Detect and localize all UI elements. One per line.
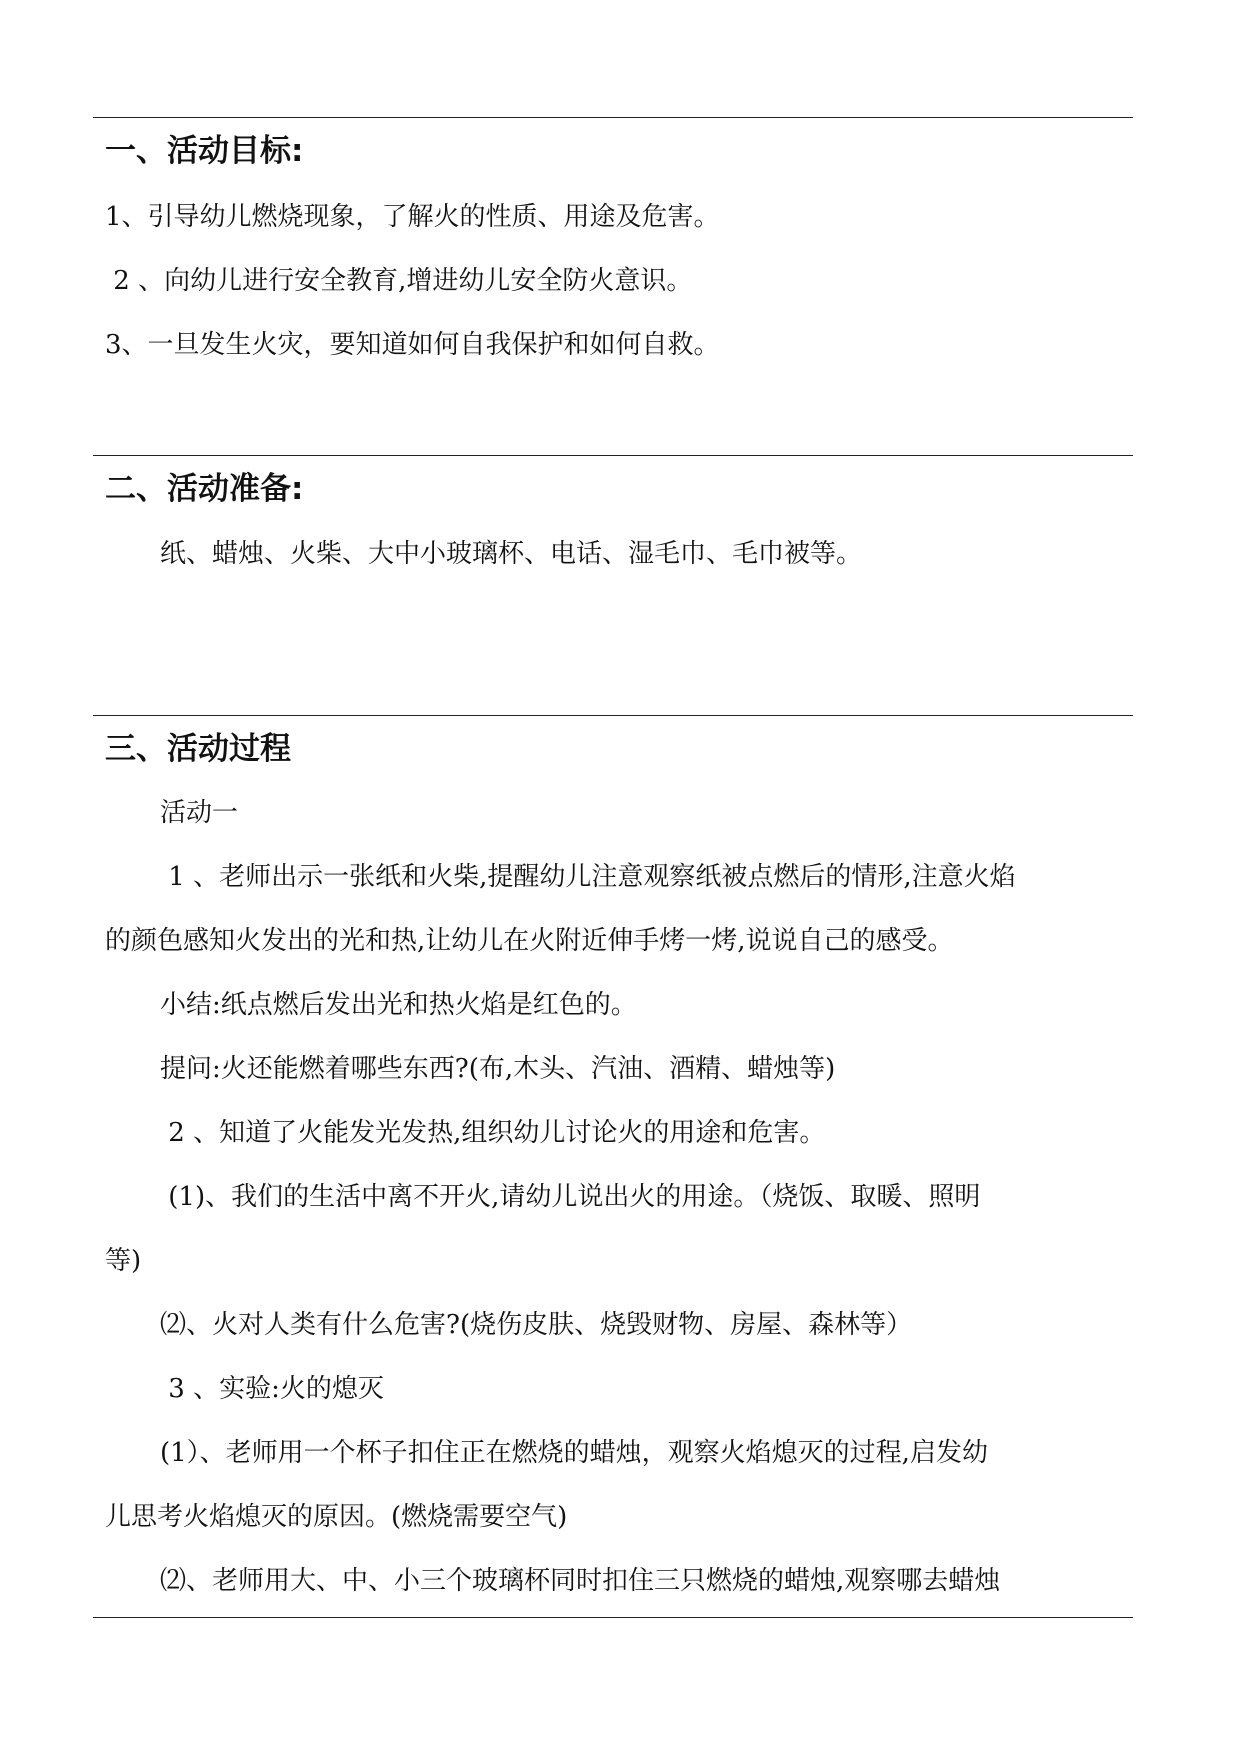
preparation-text: 纸、蜡烛、火柴、大中小玻璃杯、电话、湿毛巾、毛巾被等。 — [160, 539, 863, 569]
section-divider-prep — [93, 455, 1133, 456]
process-line-11: (1）、老师用一个杯子扣住正在燃烧的蜡烛，观察火焰熄灭的过程,启发幼 — [160, 1438, 988, 1468]
process-line-2: 1 、老师出示一张纸和火柴,提醒幼儿注意观察纸被点燃后的情形,注意火焰 — [160, 862, 1016, 892]
section-divider-process — [93, 715, 1133, 716]
process-line-6: 2 、知道了火能发光发热,组织幼儿讨论火的用途和危害。 — [160, 1118, 826, 1148]
process-line-10: 3 、实验:火的熄灭 — [160, 1374, 384, 1404]
process-line-7: (1)、我们的生活中离不开火,请幼儿说出火的用途。（烧饭、取暖、照明 — [160, 1182, 981, 1212]
process-line-9: ⑵、火对人类有什么危害?(烧伤皮肤、烧毁财物、房屋、森林等） — [160, 1310, 913, 1340]
goal-item-2: 2 、向幼儿进行安全教育,增进幼儿安全防火意识。 — [105, 266, 693, 296]
process-line-13: ⑵、老师用大、中、小三个玻璃杯同时扣住三只燃烧的蜡烛,观察哪去蜡烛 — [160, 1566, 1001, 1596]
process-line-12: 儿思考火焰熄灭的原因。(燃烧需要空气) — [105, 1502, 568, 1532]
goal-item-1: 1、引导幼儿燃烧现象，了解火的性质、用途及危害。 — [105, 202, 720, 232]
process-line-4: 小结:纸点燃后发出光和热火焰是红色的。 — [160, 990, 637, 1020]
section-heading-preparation: 二、活动准备: — [105, 471, 304, 507]
process-line-1: 活动一 — [160, 798, 239, 828]
section-heading-goals: 一、活动目标: — [105, 133, 304, 169]
section-heading-process: 三、活动过程 — [105, 731, 291, 767]
goal-item-3: 3、一旦发生火灾，要知道如何自我保护和如何自救。 — [105, 330, 720, 360]
process-line-8: 等) — [105, 1246, 142, 1276]
process-line-3: 的颜色感知火发出的光和热,让幼儿在火附近伸手烤一烤,说说自己的感受。 — [105, 926, 954, 956]
process-line-5: 提问:火还能燃着哪些东西?(布,木头、汽油、酒精、蜡烛等) — [160, 1054, 836, 1084]
section-divider-top — [93, 117, 1133, 118]
section-divider-bottom — [93, 1617, 1133, 1618]
